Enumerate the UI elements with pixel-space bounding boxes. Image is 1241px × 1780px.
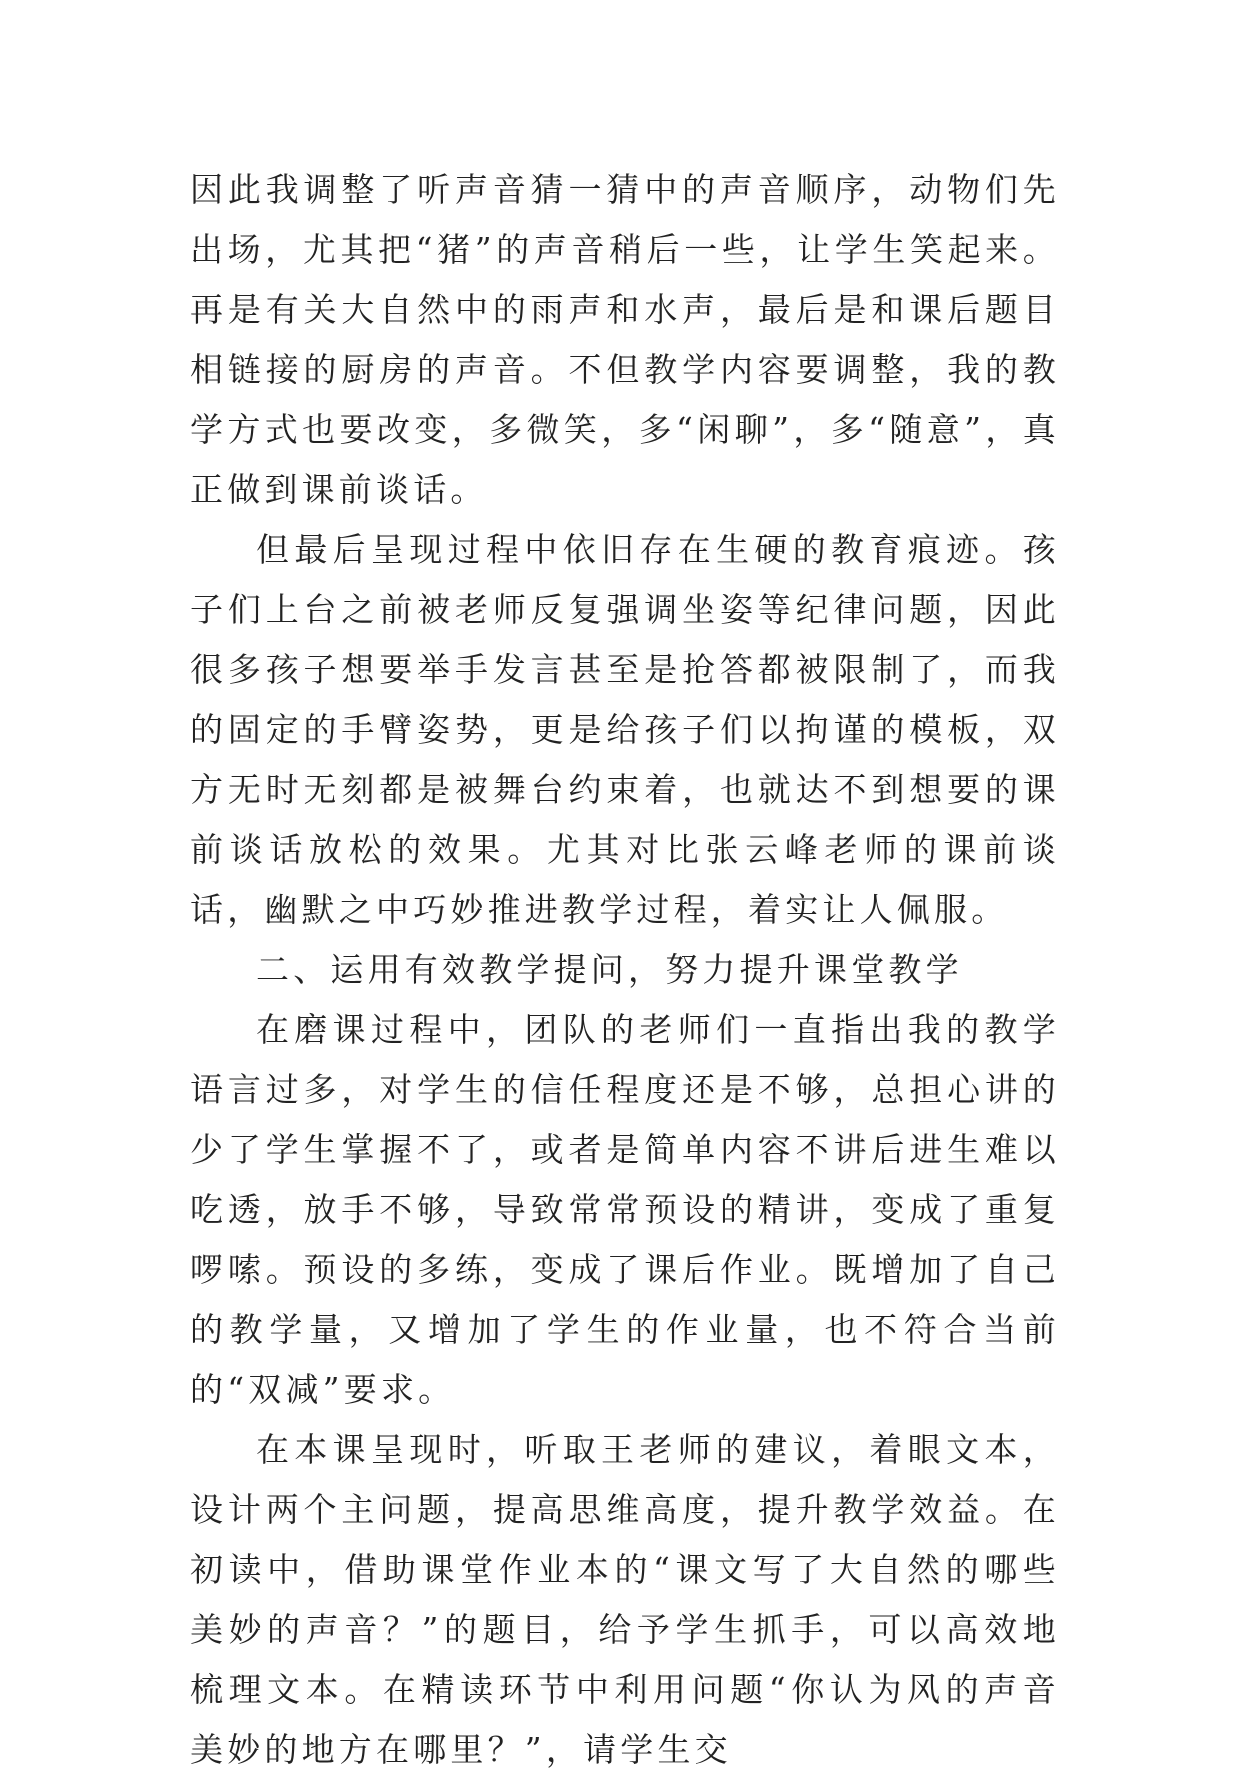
paragraph-1: 因此我调整了听声音猜一猜中的声音顺序，动物们先出场，尤其把“猪”的声音稍后一些，让学生笑起来。再是有关大自然中的雨声和水声，最后是和课后题目相链接的厨房的声音。不但教学内容要调整，我的教学方式也要改变，多微笑，多“闲聊”，多“随意”，真正做到课前谈话。 xyxy=(190,170,1060,509)
section-heading: 二、运用有效教学提问，努力提升课堂教学 xyxy=(256,950,963,989)
paragraph-2: 但最后呈现过程中依旧存在生硬的教育痕迹。孩子们上台之前被老师反复强调坐姿等纪律问题，因此很多孩子想要举手发言甚至是抢答都被限制了，而我的固定的手臂姿势，更是给孩子们以拘谨的模板，双方无时无刻都是被舞台约束着，也就达不到想要的课前谈话放松的效果。尤其对比张云峰老师的课前谈话，幽默之中巧妙推进教学过程，着实让人佩服。 xyxy=(190,530,1060,929)
paragraph-3: 在磨课过程中，团队的老师们一直指出我的教学语言过多，对学生的信任程度还是不够，总担心讲的少了学生掌握不了，或者是简单内容不讲后进生难以吃透，放手不够，导致常常预设的精讲，变成了重复啰嗦。预设的多练，变成了课后作业。既增加了自己的教学量，又增加了学生的作业量，也不符合当前的“双减”要求。 xyxy=(190,1010,1060,1409)
body-text xyxy=(190,160,1060,1780)
paragraph-4: 在本课呈现时，听取王老师的建议，着眼文本，设计两个主问题，提高思维高度，提升教学效益。在初读中，借助课堂作业本的“课文写了大自然的哪些美妙的声音？”的题目，给予学生抓手，可以高效地梳理文本。在精读环节中利用问题“你认为风的声音美妙的地方在哪里？”，请学生交 xyxy=(190,1430,1060,1769)
